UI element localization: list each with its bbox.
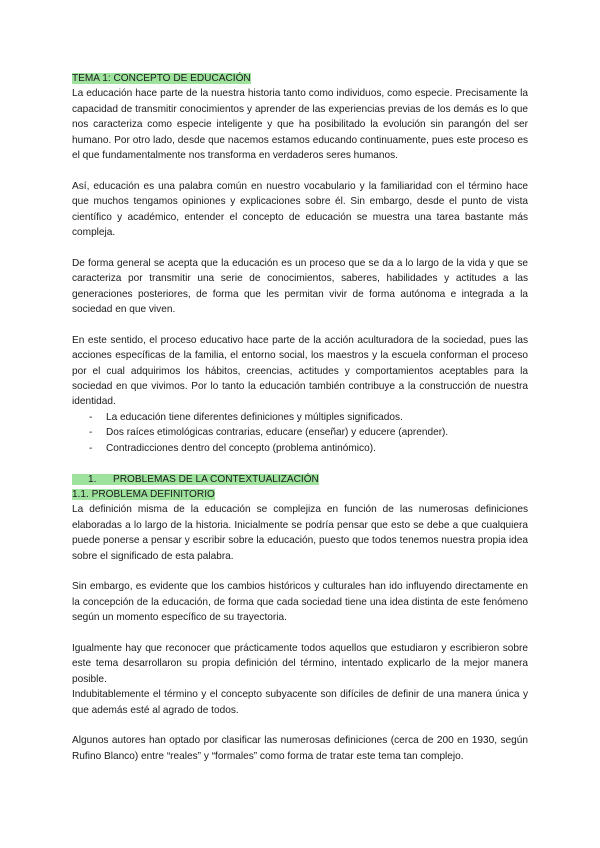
intro-paragraph-1: La educación hace parte de la nuestra historia tanto como individuos, como especie. Precisamente la capacidad de transmitir conocimientos y aprender de las experiencias previas de los demás es lo que nos caracteriza como especie inteligente y que ha posibilitado la evolución sin parangón del ser humano. Por otro lado, desde que nacemos estamos educando continuamente, pues este proceso es el que fundamentalmente nos transforma en verdaderos seres humanos.: [72, 88, 528, 162]
section-number: 1.: [88, 473, 97, 485]
section-paragraph-3: Igualmente hay que reconocer que prácticamente todos aquellos que estudiaron y escribieron sobre este tema desarrollaron su propia definición del término, intentado explicarlo de la mejor manera posible.: [72, 642, 528, 685]
section-paragraph-2: Sin embargo, es evidente que los cambios históricos y culturales han ido influyendo directamente en la concepción de la educación, de forma que cada sociedad tiene una idea distinta de este fenómeno según un momento específico de su trayectoria.: [72, 581, 528, 624]
section-paragraph-4: Indubitablemente el término y el concepto subyacente son difíciles de definir de una manera única y que además esté al agrado de todos.: [72, 689, 528, 716]
list-item: - Contradicciones dentro del concepto (problema antinómico).: [89, 441, 528, 456]
section-title: PROBLEMAS DE LA CONTEXTUALIZACIÓN: [113, 473, 319, 485]
section-heading: [72, 472, 528, 487]
list-item: - La educación tiene diferentes definiciones y múltiples significados.: [89, 410, 528, 425]
intro-paragraph-2: Así, educación es una palabra común en nuestro vocabulario y la familiaridad con el término hace que muchos tengamos opiniones y explicaciones sobre él. Sin embargo, desde el punto de vista científico y académico, entender el concepto de educación se muestra una tarea bastante más compleja.: [72, 180, 528, 239]
subsection-heading: 1.1. PROBLEMA DEFINITORIO: [72, 488, 215, 500]
intro-paragraph-3: De forma general se acepta que la educación es un proceso que se da a lo largo de la vida y que se caracteriza por transmitir una serie de conocimientos, saberes, habilidades y actitudes a las generaciones posteriores, de forma que les permitan vivir de forma autónoma e integrada a la sociedad en que viven.: [72, 257, 528, 316]
section-paragraph-5: Algunos autores han optado por clasificar las numerosas definiciones (cerca de 200 en 1930, según Rufino Blanco) entre “reales” y “formales” como forma de tratar este tema tan complejo.: [72, 735, 528, 762]
document-title: TEMA 1: CONCEPTO DE EDUCACIÓN: [72, 73, 251, 84]
list-item: - Dos raíces etimológicas contrarias, educare (enseñar) y educere (aprender).: [89, 425, 528, 440]
section-paragraph-1: La definición misma de la educación se complejiza en función de las numerosas definiciones elaboradas a lo largo de la historia. Inicialmente se podría pensar que esto se debe a que cualquiera puede ponerse a pensar y escribir sobre la educación, puesto que todos tenemos nuestra propia idea sobre el significado de esta palabra.: [72, 504, 528, 562]
intro-paragraph-4: En este sentido, el proceso educativo hace parte de la acción aculturadora de la sociedad, pues las acciones específicas de la familia, el entorno social, los maestros y la escuela conforman el proceso por el cual adquirimos los hábitos, creencias, actitudes y comportamientos aceptables para la sociedad en que vivimos. Por lo tanto la educación también contribuye a la construcción de nuestra identidad.: [72, 334, 528, 408]
summary-list: [72, 410, 528, 456]
